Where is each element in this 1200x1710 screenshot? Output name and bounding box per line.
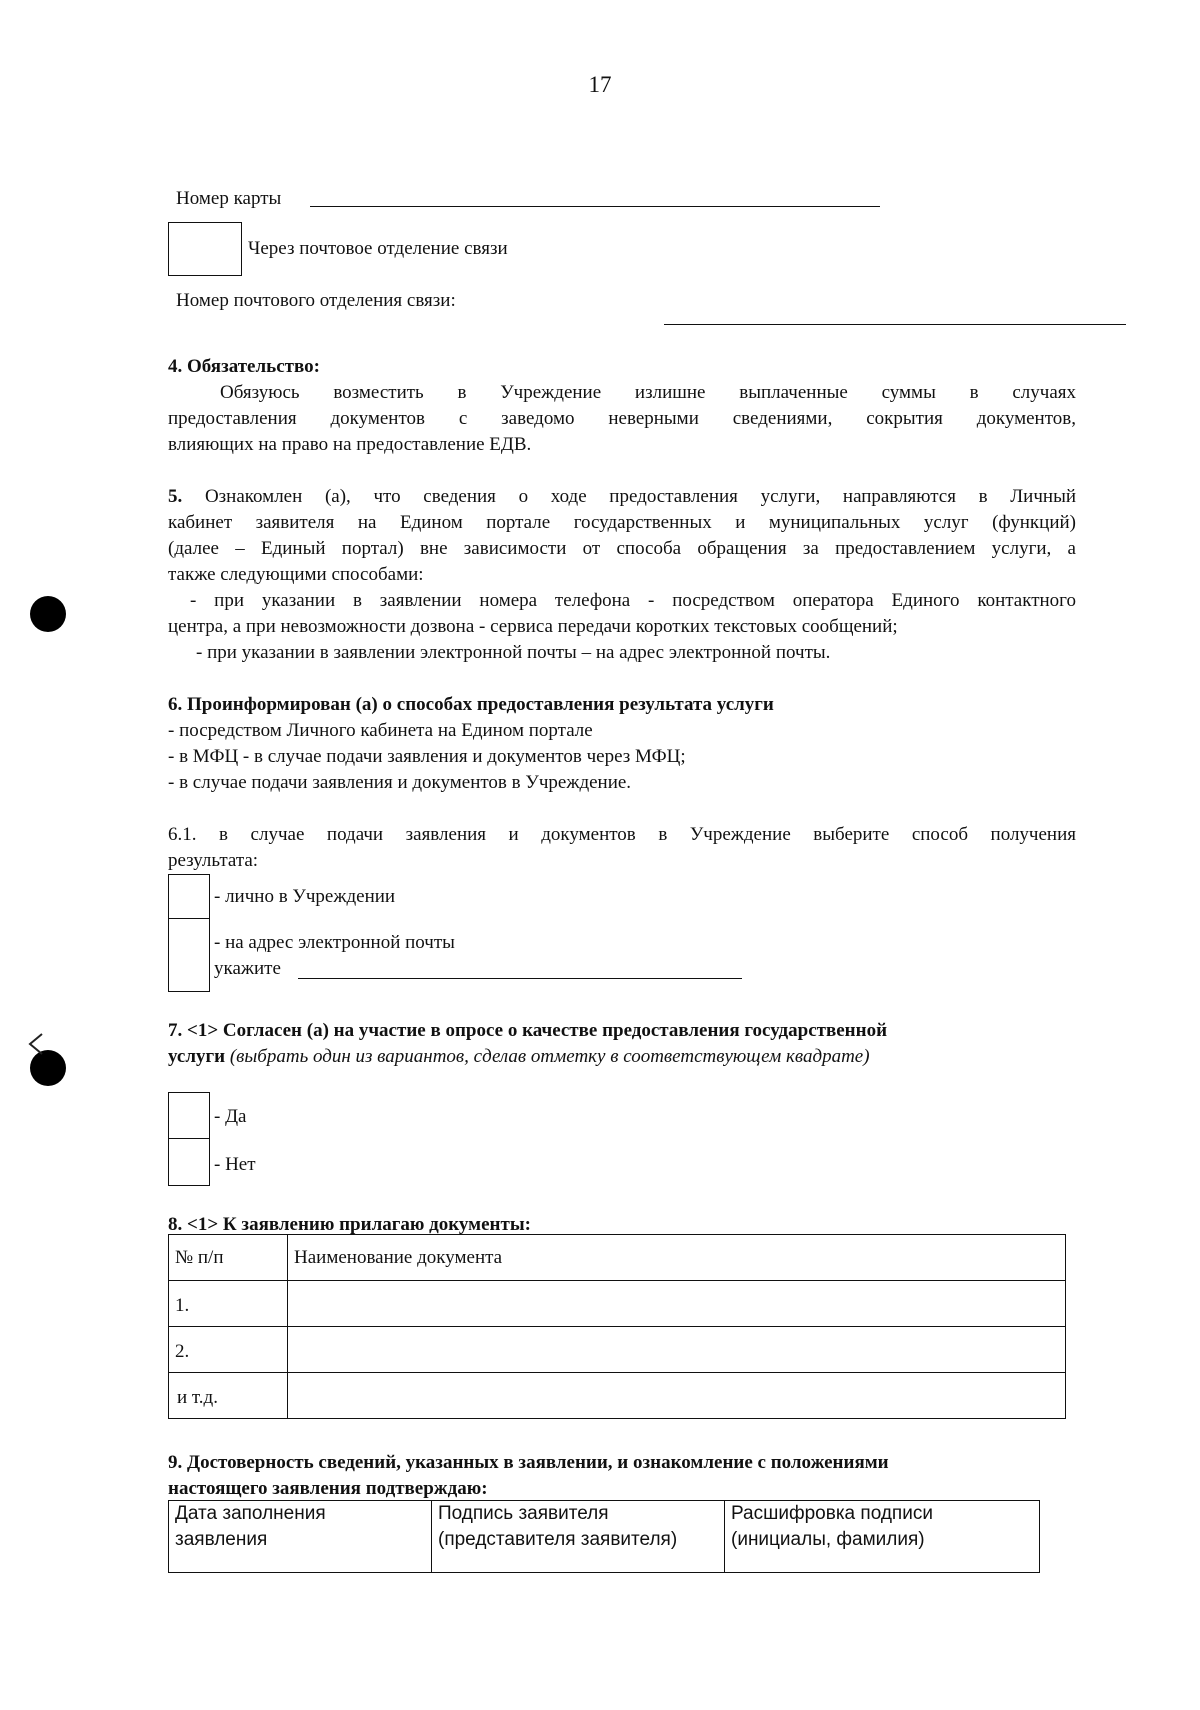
survey-yes-checkbox[interactable] (168, 1092, 210, 1140)
signature-row (169, 1501, 1040, 1573)
column-header: № п/п (169, 1235, 288, 1281)
signature-cell[interactable] (432, 1501, 725, 1573)
email-specify-label: укажите (214, 958, 281, 979)
signature-decoding-cell[interactable] (725, 1501, 1040, 1573)
card-number-label: Номер карты (176, 188, 282, 209)
result-email-checkbox[interactable] (168, 918, 210, 992)
section-6-item: - в случае подачи заявления и документов в Учреждение. (168, 772, 632, 793)
date-label: Дата заполнения (175, 1503, 326, 1524)
section-4-text: влияющих на право на предоставление ЕДВ. (168, 434, 532, 455)
section-5-line: Ознакомлен (а), что сведения о ходе предоставления услуги, направляются в Личный (204, 486, 1077, 507)
section-4-heading: 4. Обязательство: (168, 356, 320, 377)
section-5-text: кабинет заявителя на Едином портале государственных и муниципальных услуг (функций) (168, 512, 1076, 533)
section-5-text (168, 484, 1076, 510)
document-name-cell[interactable] (288, 1281, 1066, 1327)
section-4-text: Обязуюсь возместить в Учреждение излишне выплаченные суммы в случаях (220, 382, 1076, 403)
post-office-option-label: Через почтовое отделение связи (248, 238, 508, 259)
section-5-text: (далее – Единый портал) вне зависимости от способа обращения за предоставлением услуги, а (168, 538, 1076, 559)
section-61-text: 6.1. в случае подачи заявления и документов в Учреждение выберите способ получения (168, 824, 1076, 845)
row-number: и т.д. (169, 1373, 288, 1419)
signature-table (168, 1500, 1040, 1573)
signature-label: Подпись заявителя (438, 1503, 609, 1524)
result-in-person-label: - лично в Учреждении (214, 886, 396, 907)
section-9-heading: настоящего заявления подтверждаю: (168, 1478, 488, 1499)
hole-punch-mark (30, 596, 66, 632)
section-8-heading: 8. <1> К заявлению прилагаю документы: (168, 1214, 531, 1235)
section-7-heading-bold: услуги (168, 1046, 226, 1067)
survey-no-checkbox[interactable] (168, 1138, 210, 1186)
table-row (169, 1327, 1066, 1373)
section-4-text: предоставления документов с заведомо неверными сведениями, сокрытия документов, (168, 408, 1076, 429)
section-5-number: 5. (168, 486, 183, 507)
documents-table (168, 1234, 1066, 1419)
section-6-item: - посредством Личного кабинета на Едином портале (168, 720, 593, 741)
page-number: 17 (588, 72, 612, 97)
result-in-person-checkbox[interactable] (168, 874, 210, 920)
section-5-bullet: - при указании в заявлении номера телефона - посредством оператора Единого контактного (190, 590, 1076, 611)
date-label: заявления (175, 1529, 268, 1550)
pen-scribble (22, 1030, 52, 1060)
section-9-heading: 9. Достоверность сведений, указанных в заявлении, и ознакомление с положениями (168, 1452, 889, 1473)
result-email-label: - на адрес электронной почты (214, 932, 455, 953)
date-cell[interactable] (169, 1501, 432, 1573)
post-office-number-field[interactable] (664, 324, 1126, 325)
section-5-bullet: - при указании в заявлении электронной почты – на адрес электронной почты. (196, 642, 831, 663)
document-name-cell[interactable] (288, 1373, 1066, 1419)
section-7-heading-line2 (168, 1044, 870, 1070)
post-office-checkbox[interactable] (168, 222, 242, 276)
table-row (169, 1373, 1066, 1419)
post-office-number-label: Номер почтового отделения связи: (176, 290, 456, 311)
section-61-text: результата: (168, 850, 259, 871)
row-number: 1. (169, 1281, 288, 1327)
signature-decoding-label: (инициалы, фамилия) (731, 1529, 925, 1550)
email-address-field[interactable] (298, 978, 742, 979)
signature-label: (представителя заявителя) (438, 1529, 678, 1550)
document-name-cell[interactable] (288, 1327, 1066, 1373)
column-header: Наименование документа (288, 1235, 1066, 1281)
card-number-field[interactable] (310, 206, 880, 207)
table-row (169, 1281, 1066, 1327)
signature-decoding-label: Расшифровка подписи (731, 1503, 933, 1524)
section-6-heading: 6. Проинформирован (а) о способах предоставления результата услуги (168, 694, 774, 715)
section-7-instruction: (выбрать один из вариантов, сделав отметку в соответствующем квадрате) (229, 1046, 870, 1067)
table-header-row (169, 1235, 1066, 1281)
section-5-bullet: центра, а при невозможности дозвона - сервиса передачи коротких текстовых сообщений; (168, 616, 898, 637)
section-7-heading: 7. <1> Согласен (а) на участие в опросе о качестве предоставления государственной (168, 1020, 888, 1041)
row-number: 2. (169, 1327, 288, 1373)
section-5-text: также следующими способами: (168, 564, 424, 585)
section-6-item: - в МФЦ - в случае подачи заявления и документов через МФЦ; (168, 746, 686, 767)
survey-no-label: - Нет (214, 1154, 256, 1175)
survey-yes-label: - Да (214, 1106, 247, 1127)
